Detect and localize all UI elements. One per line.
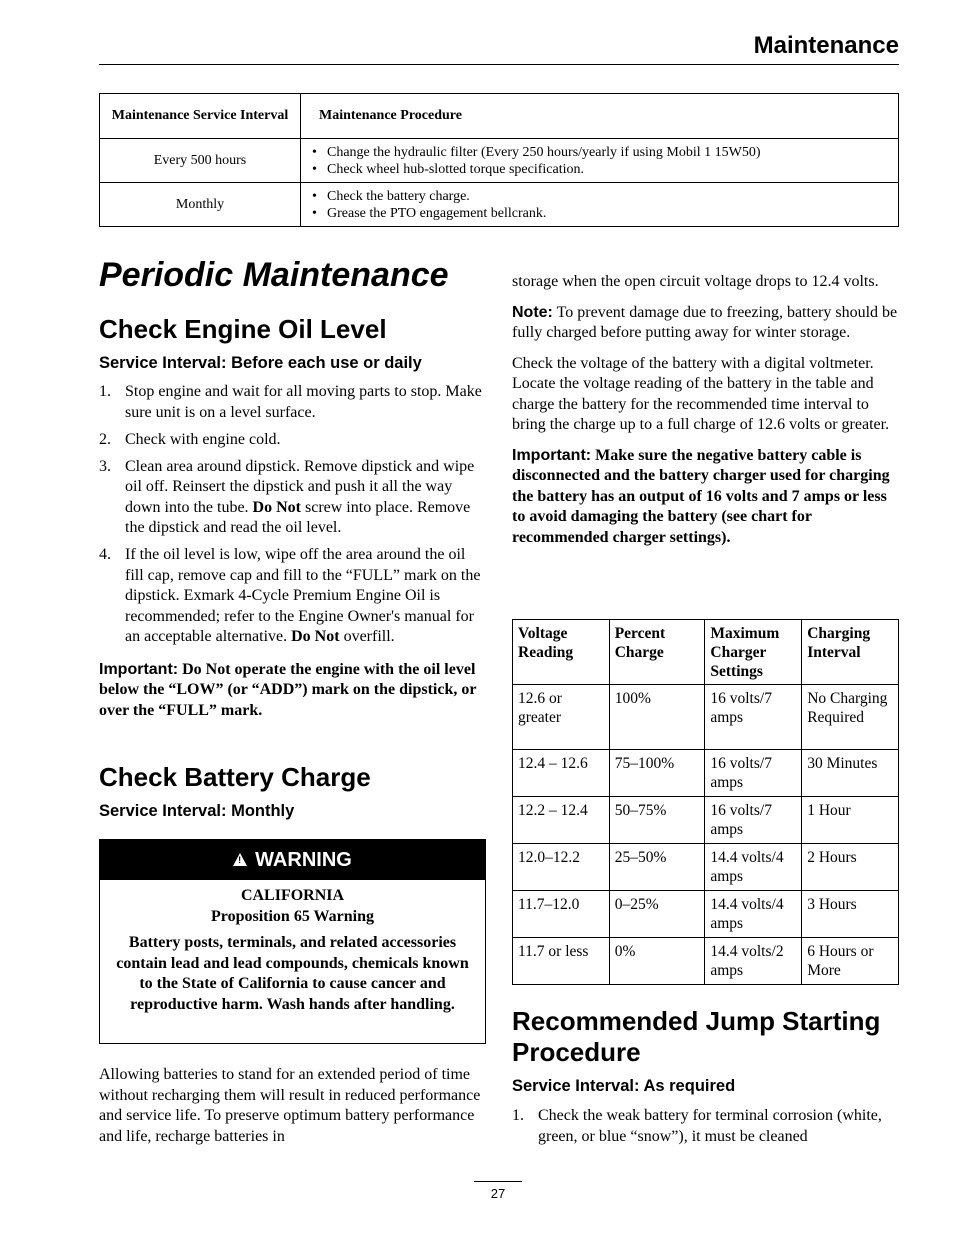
procedure-item: • Check the battery charge.	[327, 188, 888, 205]
table-cell: 11.7 or less	[513, 938, 610, 985]
table-cell: 12.4 – 12.6	[513, 750, 610, 797]
note: Note: To prevent damage due to freezing, battery should be fully charged before putting away for winter storage.	[512, 303, 898, 341]
footer-rule	[474, 1181, 522, 1182]
procedure-item: • Check wheel hub-slotted torque specification.	[327, 161, 888, 178]
table-cell: 16 volts/7 amps	[705, 750, 802, 797]
table-row	[513, 685, 899, 750]
table-cell: No Charging Required	[802, 685, 899, 750]
table-cell: 0%	[609, 938, 705, 985]
table-row	[513, 797, 899, 844]
table-cell: 14.4 volts/2 amps	[705, 938, 802, 985]
table-row	[513, 938, 899, 985]
table-cell: 100%	[609, 685, 705, 750]
column-header-interval: Maintenance Service Interval	[100, 94, 301, 139]
column-header: Percent Charge	[609, 620, 705, 685]
warning-triangle-icon	[233, 853, 247, 866]
table-header-row	[100, 94, 899, 139]
page-number: 27	[490, 1186, 506, 1201]
procedure-item: • Grease the PTO engagement bellcrank.	[327, 205, 888, 222]
column-header-procedure: Maintenance Procedure	[301, 94, 899, 139]
table-cell: 6 Hours or More	[802, 938, 899, 985]
oil-steps	[99, 382, 486, 721]
important-oil: Important: Do Not operate the engine with the oil level below the “LOW” (or “ADD”) mark on the dipstick, or over the “FULL” mark.	[99, 660, 477, 719]
list-item: 1. Check the weak battery for terminal corrosion (white, green, or blue “snow”), it must be cleaned	[512, 1107, 882, 1145]
table-header-row	[513, 620, 899, 685]
page-title: Periodic Maintenance	[99, 256, 449, 294]
service-interval-jump: Service Interval: As required	[512, 1077, 736, 1095]
procedure-cell	[301, 139, 899, 183]
table-row	[513, 844, 899, 891]
table-cell: 12.6 or greater	[513, 685, 610, 750]
section-title-engine-oil: Check Engine Oil Level	[99, 314, 387, 344]
service-interval-oil: Service Interval: Before each use or daily	[99, 354, 422, 372]
table-row	[513, 891, 899, 938]
procedure-cell	[301, 183, 899, 227]
table-cell: 16 volts/7 amps	[705, 685, 802, 750]
battery-charge-table	[512, 619, 899, 985]
table-cell: 75–100%	[609, 750, 705, 797]
service-interval-battery: Service Interval: Monthly	[99, 802, 295, 820]
list-item: 1. Stop engine and wait for all moving parts to stop. Make sure unit is on a level surface.	[99, 383, 482, 421]
maintenance-schedule-table	[99, 93, 899, 227]
table-cell: 25–50%	[609, 844, 705, 891]
table-cell: 1 Hour	[802, 797, 899, 844]
table-row	[513, 750, 899, 797]
important-battery: Important: Make sure the negative battery cable is disconnected and the battery charger used for charging the battery has an output of 16 volts and 7 amps or less to avoid damaging the battery (see chart for recommended charger settings).	[512, 446, 890, 546]
section-title-jump-start: Recommended Jump Starting Procedure	[512, 1006, 881, 1067]
right-column-text	[512, 272, 900, 548]
interval-cell: Monthly	[100, 183, 301, 227]
procedure-item: • Change the hydraulic filter (Every 250 hours/yearly if using Mobil 1 15W50)	[327, 144, 888, 161]
table-cell: 2 Hours	[802, 844, 899, 891]
table-cell: 12.2 – 12.4	[513, 797, 610, 844]
table-row	[100, 139, 899, 183]
table-cell: 50–75%	[609, 797, 705, 844]
table-cell: 12.0–12.2	[513, 844, 610, 891]
table-cell: 14.4 volts/4 amps	[705, 891, 802, 938]
table-cell: 3 Hours	[802, 891, 899, 938]
battery-paragraph-2: Check the voltage of the battery with a digital voltmeter. Locate the voltage reading of the battery in the table and charge the battery for the recommended time interval to bring the charge up to a full charge of 12.6 volts or greater.	[512, 354, 890, 433]
table-cell: 0–25%	[609, 891, 705, 938]
column-header: Voltage Reading	[513, 620, 610, 685]
battery-paragraph-1-cont: storage when the open circuit voltage drops to 12.4 volts.	[512, 273, 879, 290]
jump-steps	[512, 1106, 900, 1154]
table-cell: 30 Minutes	[802, 750, 899, 797]
table-cell: 11.7–12.0	[513, 891, 610, 938]
list-item: 4. If the oil level is low, wipe off the area around the oil fill cap, remove cap and fill to the “FULL” mark on the dipstick. Exmark 4-Cycle Premium Engine Oil is recommended; refer to the Engine Owner's manual for an acceptable alternative. Do Not overfill.	[99, 546, 481, 645]
section-title-battery: Check Battery Charge	[99, 762, 371, 792]
column-header: Maximum Charger Settings	[705, 620, 802, 685]
table-cell: 16 volts/7 amps	[705, 797, 802, 844]
warning-body: CALIFORNIA Proposition 65 Warning Battery posts, terminals, and related accessories contain lead and lead compounds, chemicals known to the State of California to cause cancer and reproductive harm. Wash hands after handling.	[116, 887, 469, 1013]
warning-box	[99, 839, 486, 1044]
column-header: Charging Interval	[802, 620, 899, 685]
list-item: 3. Clean area around dipstick. Remove dipstick and wipe oil off. Reinsert the dipstick and push it all the way down into the tube. Do Not screw into place. Remove the dipstick and read the oil level.	[99, 457, 475, 536]
interval-cell: Every 500 hours	[100, 139, 301, 183]
header-rule	[99, 64, 899, 65]
page-header-title: Maintenance	[753, 32, 899, 59]
list-item: 2. Check with engine cold.	[99, 430, 281, 448]
warning-header: ! WARNING	[100, 840, 485, 880]
battery-paragraph-1: Allowing batteries to stand for an extended period of time without recharging them will result in reduced performance and service life. To preserve optimum battery performance and life, recharge batteries in	[99, 1066, 481, 1145]
table-row	[100, 183, 899, 227]
table-cell: 14.4 volts/4 amps	[705, 844, 802, 891]
